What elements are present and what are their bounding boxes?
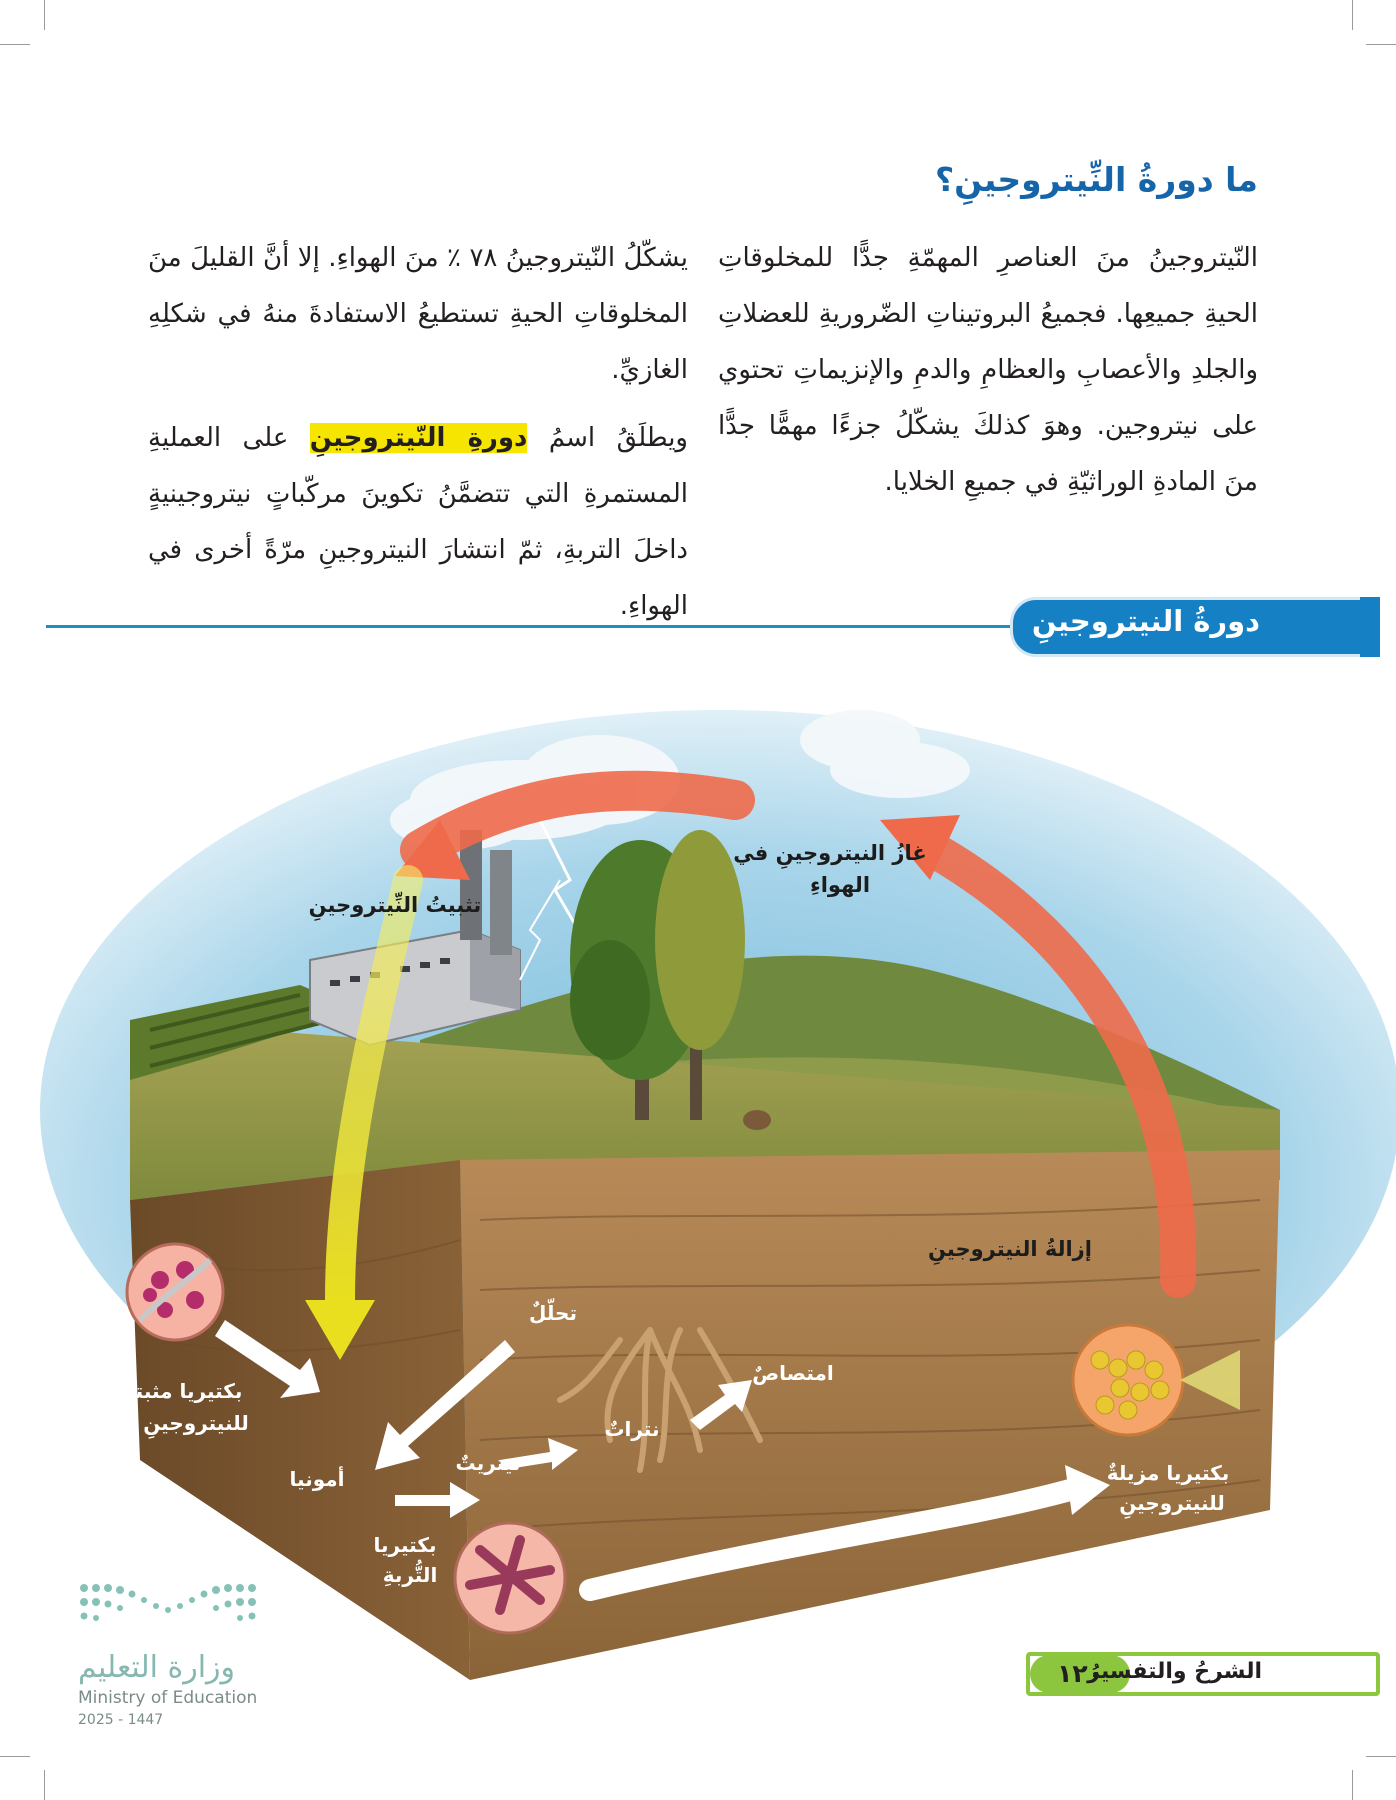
crop-mark bbox=[0, 44, 30, 45]
text-column-right bbox=[718, 230, 1258, 522]
label-soil-bacteria: بكتيريا bbox=[373, 1533, 437, 1557]
label-denitrification: إزالةُ النيتروجينِ bbox=[928, 1237, 1092, 1261]
ministry-name-arabic: وزارة التعليم bbox=[78, 1650, 236, 1685]
highlighted-term: دورةِ النّيتروجينِ bbox=[309, 423, 528, 453]
label-nitrogen-gas: الهواءِ bbox=[809, 873, 871, 897]
label-ammonia: أمونيا bbox=[289, 1467, 345, 1491]
crop-mark bbox=[0, 1756, 30, 1757]
footer-label: الشرحُ والتفسيرُ bbox=[1087, 1659, 1262, 1684]
paragraph: النّيتروجينُ منَ العناصرِ المهمّةِ جدًّا للمخلوقاتِ الحيةِ جميعِها. فجميعُ البروتيناتِ الضّروريةِ للعضلاتِ والجلدِ والأعصابِ والعظامِ والدمِ والإنزيماتِ تحتوي على نيتروجين. وهوَ كذلكَ يشكّلُ جزءًا مهمًّا جدًّا منَ المادةِ الوراثيّةِ في جميعِ الخلايا. bbox=[718, 243, 1258, 497]
label-denitrifying-bacteria: بكتيريا مزيلةٌ bbox=[1106, 1461, 1230, 1485]
label-soil-bacteria: التُّربةِ bbox=[382, 1563, 438, 1587]
crop-mark bbox=[44, 1770, 45, 1800]
label-nitrogen-fixation: تثبيتُ النِّيتروجينِ bbox=[308, 893, 482, 917]
rabbit bbox=[743, 1110, 771, 1130]
page-number: ١٢٠ bbox=[1030, 1655, 1130, 1693]
label-absorption: امتصاصٌ bbox=[752, 1361, 834, 1385]
label-nitrate: نتراتٌ bbox=[604, 1417, 660, 1441]
section-tab-edge bbox=[1360, 597, 1380, 657]
label-fixing-bacteria: بكتيريا مثبتةٌ bbox=[123, 1379, 243, 1403]
crop-mark bbox=[1366, 1756, 1396, 1757]
fixing-bacteria-magnified bbox=[127, 1244, 223, 1340]
paragraph-text: على العمليةِ المستمرةِ التي تتضمَّنُ تكوينَ مركّباتٍ نيتروجينيةٍ داخلَ التربةِ، ثمّ انتشارَ النيتروجينِ مرّةً أخرى في الهواءِ. bbox=[148, 423, 688, 621]
label-denitrifying-bacteria: للنيتروجينِ bbox=[1119, 1491, 1225, 1515]
label-fixing-bacteria: للنيتروجينِ bbox=[143, 1411, 249, 1435]
crop-mark bbox=[44, 0, 45, 30]
paragraph: يشكّلُ النّيتروجينُ ٧٨ ٪ منَ الهواءِ. إلا أنَّ القليلَ منَ المخلوقاتِ الحيةِ تستطيعُ الاستفادةَ منهُ في شكلِهِ الغازيِّ. bbox=[148, 243, 688, 385]
page-title: ما دورةُ النِّيتروجينِ؟ bbox=[935, 160, 1258, 199]
ministry-logo bbox=[74, 1578, 274, 1638]
ministry-name-english: Ministry of Education bbox=[78, 1688, 258, 1708]
crop-mark bbox=[1352, 0, 1353, 30]
section-divider bbox=[46, 625, 1046, 628]
section-title: دورةُ النيتروجينِ bbox=[1031, 604, 1260, 638]
label-decomposition: تحلّلٌ bbox=[529, 1301, 577, 1325]
soil-bacteria-magnified bbox=[455, 1523, 565, 1633]
nitrogen-cycle-diagram bbox=[0, 680, 1396, 1680]
ministry-year: 2025 - 1447 bbox=[78, 1712, 164, 1728]
crop-mark bbox=[1352, 1770, 1353, 1800]
text-column-left bbox=[148, 230, 688, 646]
crop-mark bbox=[1366, 44, 1396, 45]
paragraph bbox=[148, 410, 688, 634]
label-nitrite: نيتريتٌ bbox=[455, 1451, 521, 1475]
paragraph-text: ويطلَقُ اسمُ bbox=[527, 423, 688, 453]
label-nitrogen-gas: غازُ النيتروجينِ في bbox=[733, 841, 927, 865]
